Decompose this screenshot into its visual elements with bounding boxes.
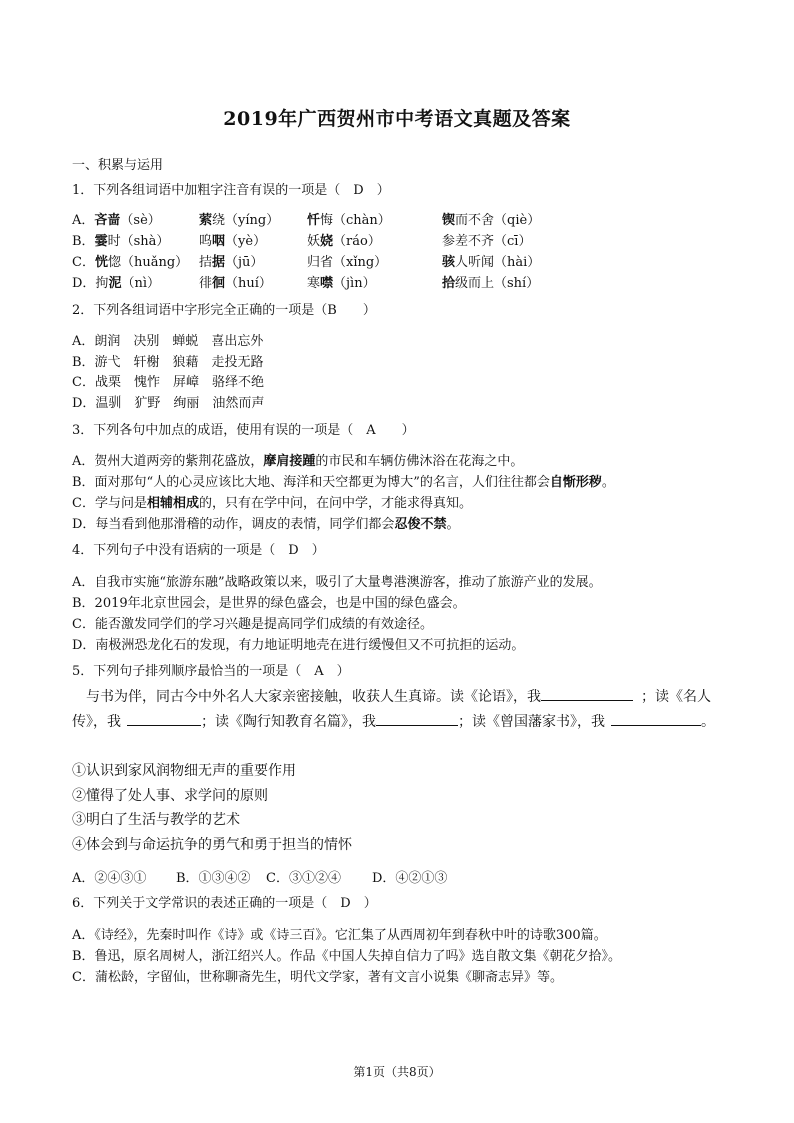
question-3-option bbox=[72, 516, 459, 534]
question-5-passage-line-1 bbox=[86, 686, 711, 707]
question-3-option bbox=[72, 495, 472, 513]
pinyin-item bbox=[72, 254, 188, 272]
item-text: 徘 bbox=[199, 276, 213, 291]
option-text: 的，只有在学中问，在问中学，才能求得真知。 bbox=[198, 496, 472, 511]
item-text: （jū） bbox=[225, 255, 264, 270]
answer-blank bbox=[611, 711, 701, 726]
pinyin-item bbox=[307, 212, 391, 230]
item-text: 寒 bbox=[307, 276, 321, 291]
option-text: A．贺州大道两旁的紫荆花盛放， bbox=[72, 454, 264, 469]
question-5-passage-line-2 bbox=[72, 711, 715, 732]
item-text: C． bbox=[72, 255, 95, 270]
item-text: （huí） bbox=[225, 276, 272, 291]
pinyin-item bbox=[199, 212, 279, 230]
question-6-stem: 6．下列关于文学常识的表述正确的一项是（ D ） bbox=[72, 896, 377, 911]
question-3-option bbox=[72, 474, 615, 492]
item-text: 参差不齐（cī） bbox=[442, 234, 532, 249]
pinyin-item bbox=[307, 275, 376, 293]
choice: B．①③④② bbox=[176, 871, 251, 886]
item-text: （sè） bbox=[120, 213, 161, 228]
bold-char: 忏 bbox=[307, 213, 321, 228]
option-text: 的市民和车辆仿佛沐浴在花海之中。 bbox=[315, 454, 524, 469]
passage-text: 传》，我 bbox=[72, 714, 121, 730]
question-4-option: B．2019年北京世园会，是世界的绿色盛会，也是中国的绿色盛会。 bbox=[72, 596, 466, 611]
item-text: 呜 bbox=[199, 234, 213, 249]
bold-char: 骇 bbox=[442, 255, 456, 270]
pinyin-item bbox=[307, 254, 387, 272]
bold-char: 拾 bbox=[442, 276, 456, 291]
answer-blank bbox=[541, 686, 633, 701]
pinyin-item bbox=[199, 233, 266, 251]
bold-char: 噤 bbox=[320, 276, 334, 291]
item-text: 人听闻（hài） bbox=[455, 255, 541, 270]
bold-char: 霎 bbox=[94, 234, 108, 249]
bold-char: 吝啬 bbox=[94, 213, 121, 228]
bold-char: 萦 bbox=[199, 213, 213, 228]
passage-text: 与书为伴，同古今中外名人大家亲密接触，收获人生真谛。读《论语》，我 bbox=[86, 689, 541, 705]
option-text: C．学与问是 bbox=[72, 496, 147, 511]
pinyin-item bbox=[442, 233, 531, 251]
item-text: 时（shà） bbox=[107, 234, 170, 249]
question-4-option: C．能否激发同学们的学习兴趣是提高同学们成绩的有效途径。 bbox=[72, 617, 433, 632]
option-text: B．面对那句“人的心灵应该比大地、海洋和天空都更为博大”的名言，人们往往都会 bbox=[72, 475, 550, 490]
pinyin-item bbox=[72, 275, 160, 293]
option-text: 。 bbox=[601, 475, 615, 490]
item-text: A． bbox=[72, 213, 95, 228]
bold-char: 娆 bbox=[320, 234, 334, 249]
question-4-option: D．南极洲恐龙化石的发现，有力地证明地壳在进行缓慢但又不可抗拒的运动。 bbox=[72, 638, 525, 653]
answer-blank bbox=[376, 711, 458, 726]
dotted-idiom: 摩肩接踵 bbox=[263, 454, 316, 469]
bold-char: 据 bbox=[212, 255, 226, 270]
pinyin-item bbox=[199, 254, 263, 272]
section-heading: 一、积累与运用 bbox=[72, 158, 164, 173]
pinyin-item bbox=[72, 233, 169, 251]
pinyin-item bbox=[442, 275, 539, 293]
question-2-option: B．游弋 轩榭 狼藉 走投无路 bbox=[72, 355, 264, 370]
choice: C．③①②④ bbox=[266, 871, 341, 886]
question-4-stem: 4．下列句子中没有语病的一项是（ D ） bbox=[72, 543, 325, 558]
answer-blank bbox=[127, 711, 201, 726]
bold-char: 锲 bbox=[442, 213, 456, 228]
item-text: 惚（huǎng） bbox=[107, 255, 189, 270]
question-6-option: A．《诗经》，先秦时叫作《诗》或《诗三百》。它汇集了从西周初年到春秋中叶的诗歌300篇。 bbox=[72, 928, 607, 943]
bold-char: 咽 bbox=[212, 234, 226, 249]
item-text: D．拘 bbox=[72, 276, 109, 291]
question-1-stem: 1．下列各组词语中加粗字注音有误的一项是（ D ） bbox=[72, 183, 390, 198]
pinyin-item bbox=[307, 233, 381, 251]
item-text: （jìn） bbox=[333, 276, 376, 291]
question-2-option: D．温驯 犷野 绚丽 油然而声 bbox=[72, 396, 265, 411]
bold-char: 泥 bbox=[108, 276, 122, 291]
document-title: 2019年广西贺州市中考语文真题及答案 bbox=[223, 108, 571, 130]
question-2-option: A．朗润 决别 蝉蜕 喜出忘外 bbox=[72, 334, 264, 349]
question-5-item: ③明白了生活与教学的艺术 bbox=[72, 812, 240, 828]
page-footer: 第1页（共8页） bbox=[353, 1065, 441, 1079]
question-5-stem: 5．下列句子排列顺序最恰当的一项是（ A ） bbox=[72, 664, 350, 679]
item-text: 绕（yíng） bbox=[212, 213, 280, 228]
question-5-item: ④体会到与命运抗争的勇气和勇于担当的情怀 bbox=[72, 837, 352, 853]
item-text: （nì） bbox=[121, 276, 160, 291]
choice: D．④②①③ bbox=[372, 871, 448, 886]
question-5-item: ②懂得了处人事、求学问的原则 bbox=[72, 788, 268, 804]
pinyin-item bbox=[199, 275, 272, 293]
item-text: 级而上（shí） bbox=[455, 276, 540, 291]
passage-text: 。 bbox=[701, 714, 715, 730]
item-text: B． bbox=[72, 234, 95, 249]
dotted-idiom: 相辅相成 bbox=[146, 496, 199, 511]
question-5-item: ①认识到家风润物细无声的重要作用 bbox=[72, 763, 296, 779]
item-text: 归省（xǐng） bbox=[307, 255, 388, 270]
pinyin-item bbox=[442, 212, 540, 230]
item-text: （ráo） bbox=[333, 234, 381, 249]
bold-char: 徊 bbox=[212, 276, 226, 291]
item-text: 妖 bbox=[307, 234, 321, 249]
pinyin-item bbox=[442, 254, 540, 272]
dotted-idiom: 自惭形秽 bbox=[549, 475, 602, 490]
item-text: 而不舍（qiè） bbox=[455, 213, 541, 228]
item-text: 拮 bbox=[199, 255, 213, 270]
question-6-option: C．蒲松龄，字留仙，世称聊斋先生，明代文学家，著有文言小说集《聊斋志异》等。 bbox=[72, 970, 563, 985]
bold-char: 恍 bbox=[94, 255, 108, 270]
option-text: 。 bbox=[446, 517, 460, 532]
item-text: （yè） bbox=[225, 234, 267, 249]
option-text: D．每当看到他那滑稽的动作，调皮的表情，同学们都会 bbox=[72, 517, 395, 532]
question-6-option: B．鲁迅，原名周树人，浙江绍兴人。作品《中国人失掉自信力了吗》选自散文集《朝花夕拾》。 bbox=[72, 949, 622, 964]
question-4-option: A．自我市实施“旅游东融”战略政策以来，吸引了大量粤港澳游客，推动了旅游产业的发展。 bbox=[72, 575, 602, 590]
passage-text: ；读《曾国藩家书》，我 bbox=[458, 714, 605, 730]
choice: A．②④③① bbox=[72, 871, 147, 886]
question-2-stem: 2．下列各组词语中字形完全正确的一项是（B ） bbox=[72, 303, 376, 318]
dotted-idiom: 忍俊不禁 bbox=[394, 517, 447, 532]
item-text: 悔（chàn） bbox=[320, 213, 391, 228]
passage-text: ；读《名人 bbox=[641, 689, 711, 705]
passage-text: ；读《陶行知教育名篇》，我 bbox=[201, 714, 376, 730]
pinyin-item bbox=[72, 212, 161, 230]
question-3-stem: 3．下列各句中加点的成语，使用有误的一项是（ A ） bbox=[72, 423, 415, 438]
question-3-option bbox=[72, 453, 523, 471]
question-2-option: C．战栗 愧怍 屏嶂 骆绎不绝 bbox=[72, 375, 264, 390]
